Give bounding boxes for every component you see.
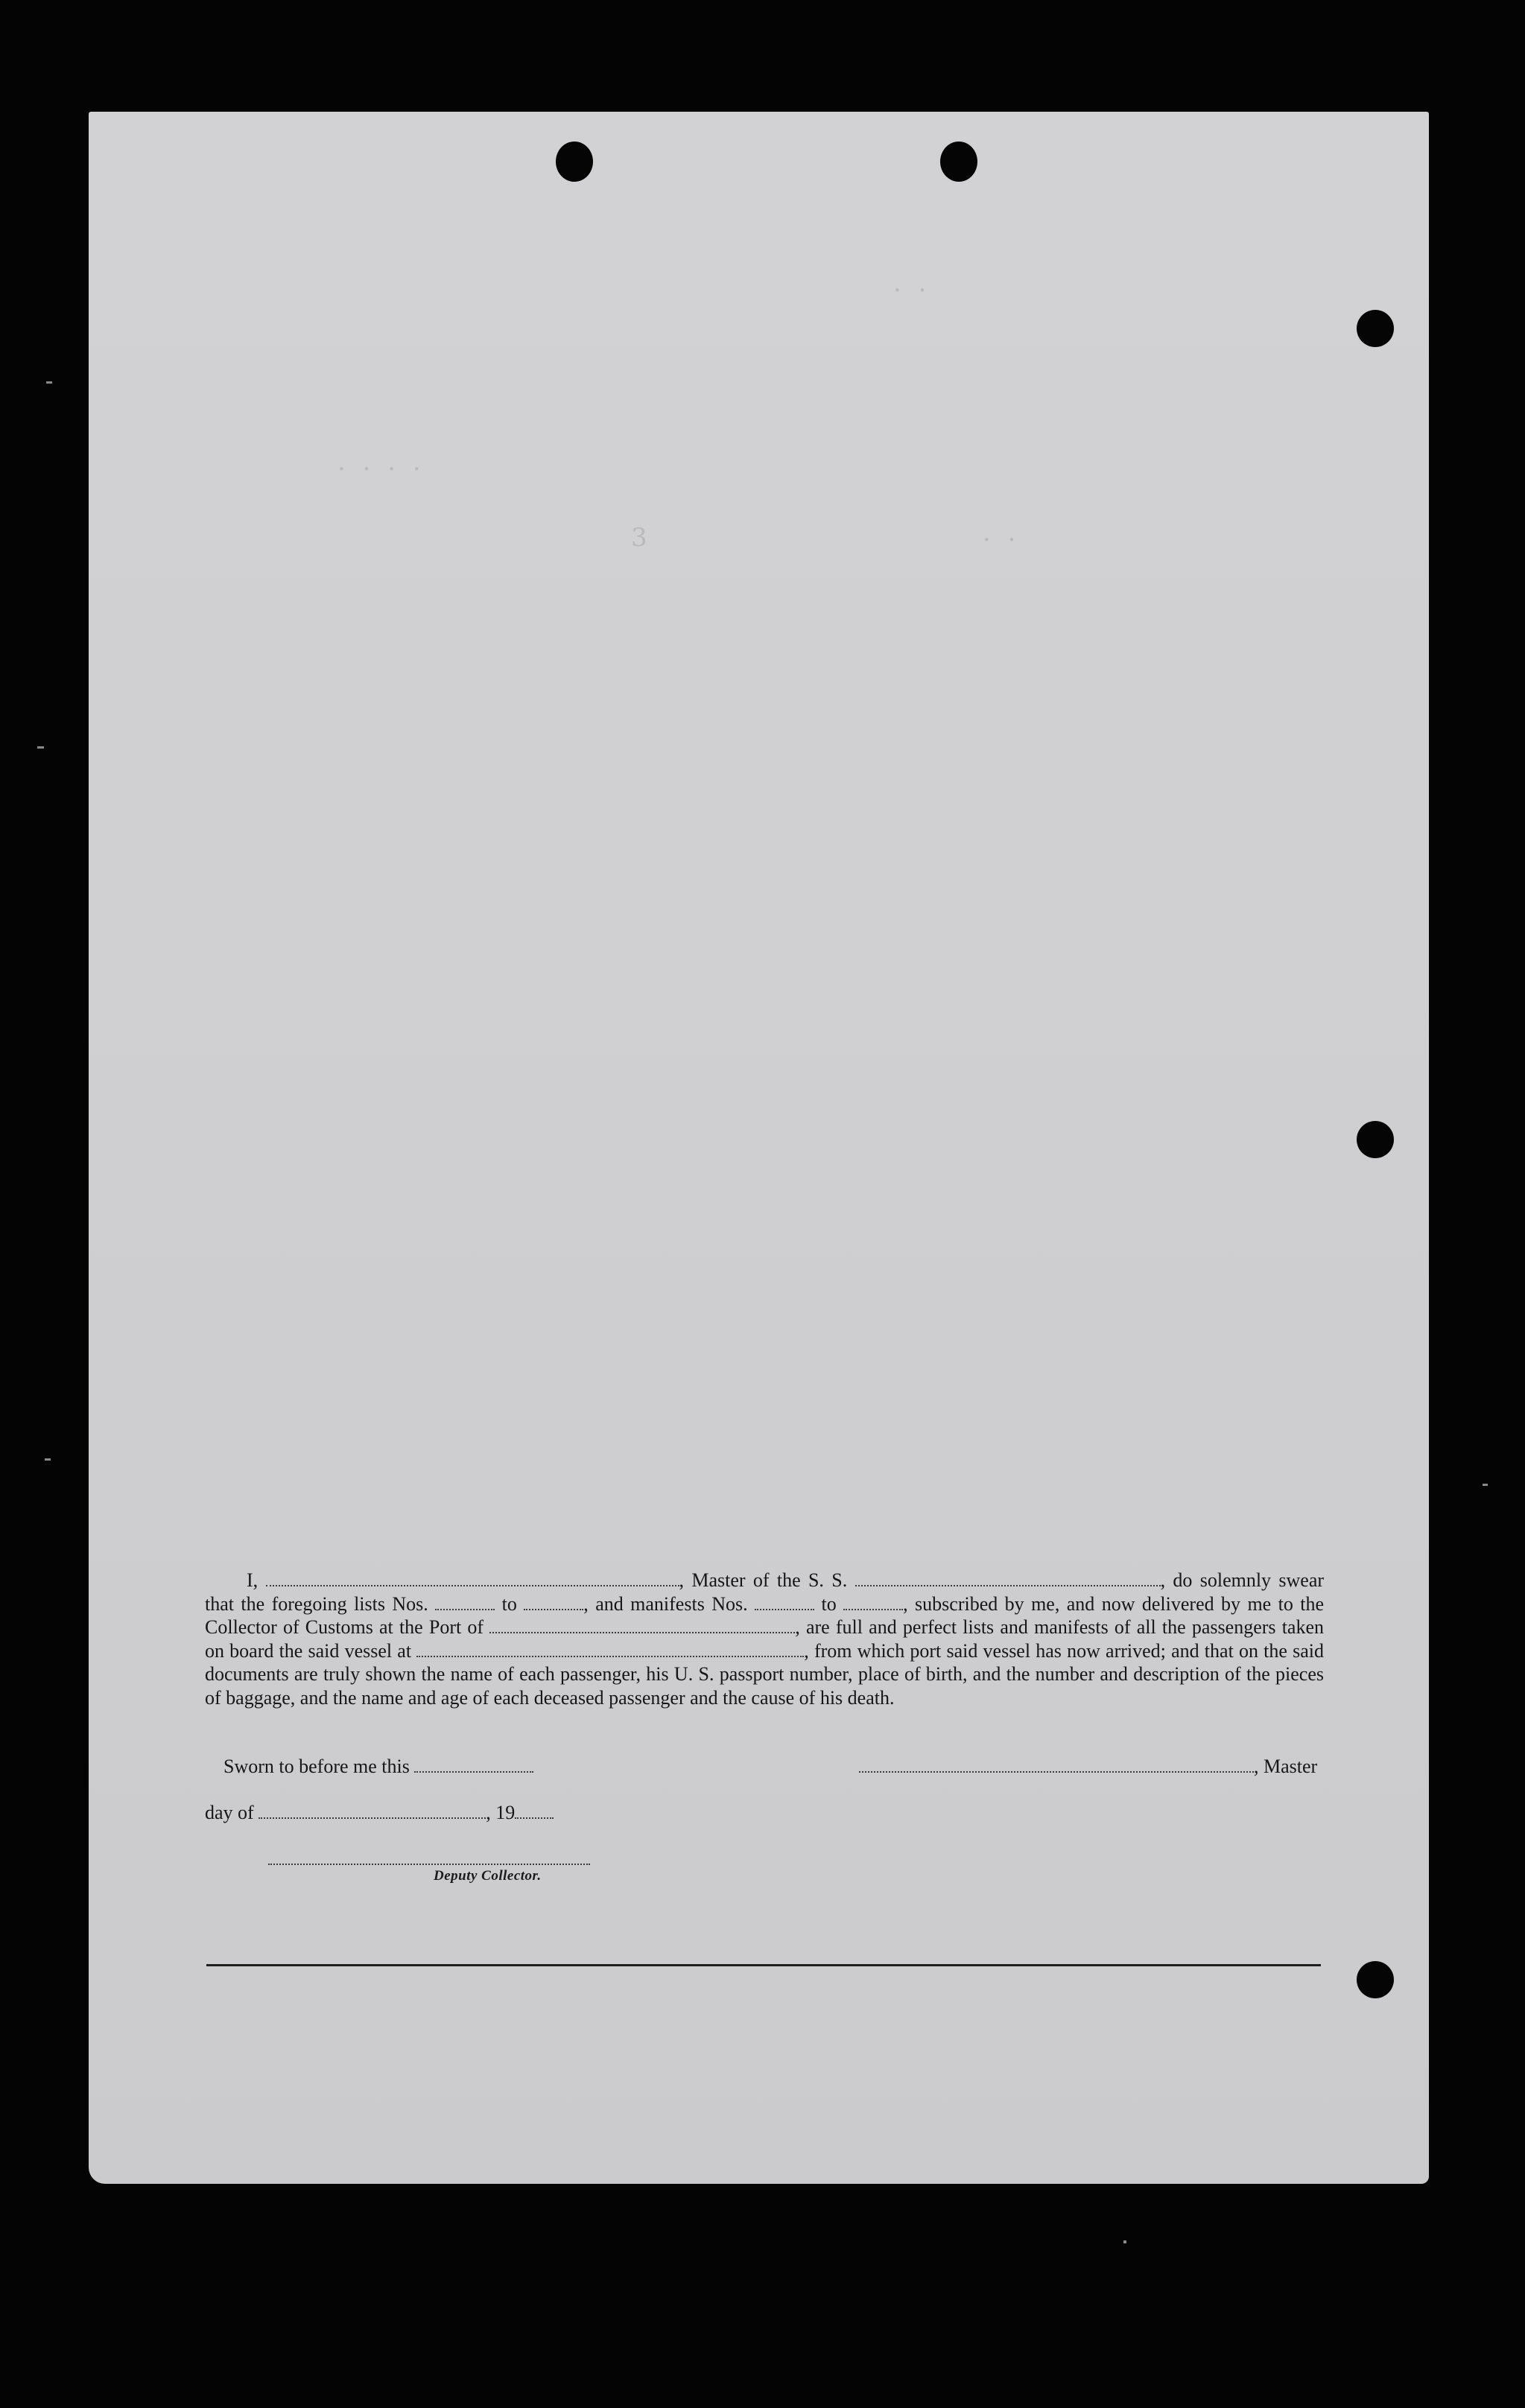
border-speck [37, 746, 44, 749]
year-prefix: , 19 [486, 1802, 516, 1823]
bottom-rule [206, 1964, 1321, 1966]
bleed-through-mark: · · [983, 525, 1021, 555]
oath-text: I, [247, 1569, 259, 1591]
year-field[interactable] [515, 1802, 554, 1819]
oath-text: , Master of the S. S. [679, 1569, 848, 1591]
lists-to-field[interactable] [524, 1594, 583, 1610]
border-speck [1483, 1484, 1488, 1486]
border-speck [1123, 2240, 1126, 2243]
manifests-from-field[interactable] [755, 1594, 814, 1610]
oath-text: , from which port said vessel has now arrived; and that on the said documents are truly shown the name of each passenger, his U. S. passport number, place of birth, and the number and description of the pieces of baggage, and the name and age of each deceased passenger and the cause of his death. [205, 1639, 1324, 1709]
punch-hole [1357, 1961, 1394, 1998]
oath-text: to [501, 1592, 517, 1615]
border-speck [45, 1458, 51, 1461]
punch-hole [1357, 1121, 1394, 1158]
bleed-through-mark: 3 [631, 523, 652, 553]
ship-name-field[interactable] [855, 1570, 1161, 1586]
bleed-through-mark: · · · · [337, 454, 425, 484]
master-signature-field[interactable] [859, 1756, 1254, 1773]
punch-hole [1357, 310, 1394, 347]
sworn-label: Sworn to before me this [223, 1756, 410, 1777]
bleed-through-mark: · · [893, 276, 931, 305]
deputy-collector-label: Deputy Collector. [434, 1868, 542, 1884]
punch-hole [940, 142, 977, 182]
master-suffix: , Master [1254, 1756, 1318, 1777]
master-oath-paragraph [205, 1569, 1324, 1709]
sworn-line [223, 1756, 533, 1778]
day-of-label: day of [205, 1802, 254, 1823]
departure-port-field[interactable] [416, 1641, 804, 1657]
punch-hole [556, 142, 593, 182]
month-field[interactable] [259, 1802, 486, 1819]
lists-from-field[interactable] [435, 1594, 495, 1610]
oath-text: , do solemnly swear that the foregoing lists Nos. [205, 1569, 1325, 1615]
deputy-signature-field[interactable] [268, 1864, 590, 1865]
oath-text: , subscribed by me, and now delivered by me to the Collector of Customs at the Port of [205, 1592, 1325, 1638]
oath-text: to [821, 1592, 837, 1615]
oath-text: , and manifests Nos. [583, 1592, 748, 1615]
oath-text: , are full and perfect lists and manifests of all the passengers taken on board the said vessel at [205, 1616, 1325, 1662]
sworn-date-field[interactable] [414, 1756, 533, 1773]
form-paper [89, 112, 1429, 2184]
master-signature-line [859, 1756, 1317, 1778]
border-speck [46, 381, 52, 384]
master-name-field[interactable] [266, 1570, 679, 1586]
port-field[interactable] [489, 1617, 795, 1633]
day-of-line [205, 1802, 554, 1824]
manifests-to-field[interactable] [843, 1594, 903, 1610]
